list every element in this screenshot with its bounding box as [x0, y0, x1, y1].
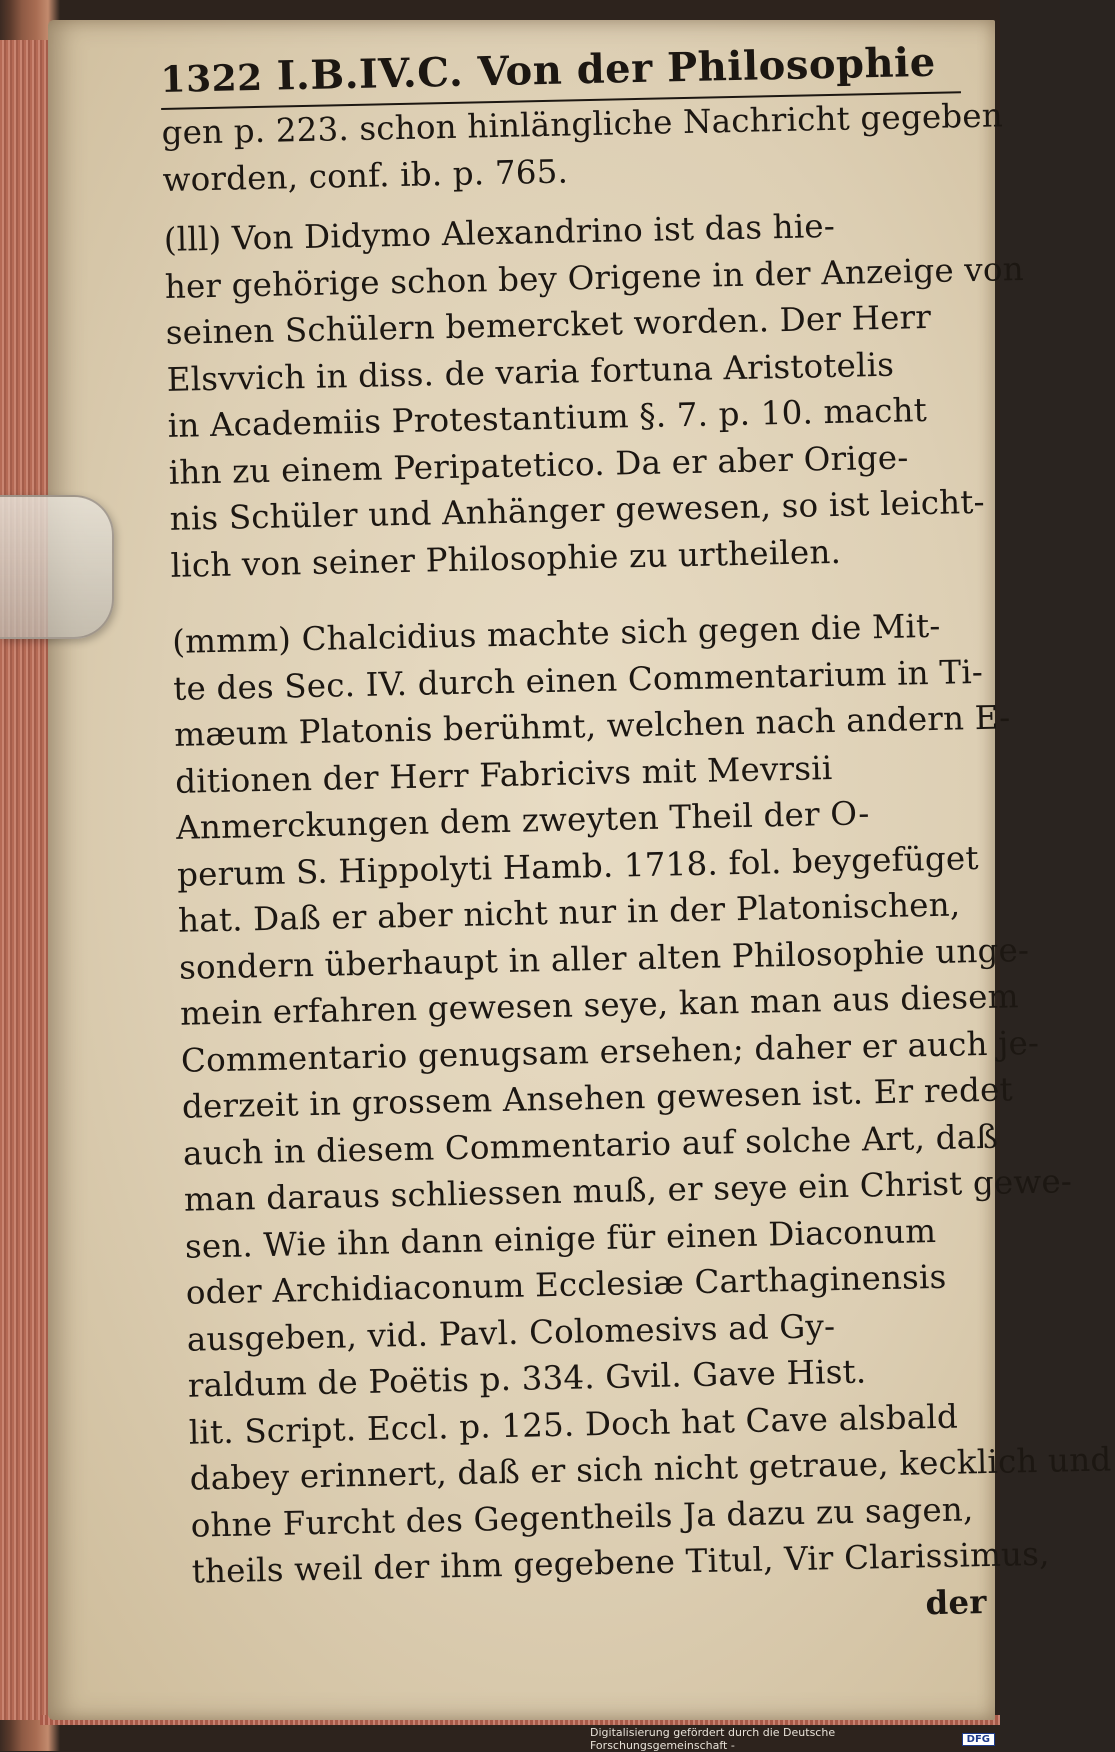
- text-line: worden, conf. ib. p. 765.: [162, 151, 569, 199]
- digitization-footer: [590, 1726, 995, 1752]
- text-line: gen p. 223. schon hinlängliche Nachricht gegeben: [161, 96, 1004, 152]
- text-line: Commentario genugsam ersehen; daher er auch je-: [180, 1023, 1040, 1080]
- text-line: nis Schüler und Anhänger gewesen, so ist leicht-: [169, 482, 986, 538]
- page-number: 1322: [160, 56, 264, 101]
- text-line: derzeit in grossem Ansehen gewesen ist. Er redet: [181, 1070, 1014, 1126]
- text-line: perum S. Hippolyti Hamb. 1718. fol. beygefüget: [176, 838, 979, 894]
- footnote-lll: [163, 200, 1025, 589]
- text-line: mæum Platonis berühmt, welchen nach andern E-: [173, 698, 1011, 754]
- text-line: (mmm) Chalcidius machte sich gegen die Mit-: [171, 606, 941, 661]
- text-line: sondern überhaupt in aller alten Philosophie unge-: [178, 930, 1030, 987]
- text-line: lich von seiner Philosophie zu urtheilen.: [170, 532, 842, 585]
- text-line: oder Archidiaconum Ecclesiæ Carthaginensis: [185, 1257, 947, 1312]
- running-title: I.B.IV.C. Von der Philosophie: [276, 38, 937, 100]
- text-line: raldum de Poëtis p. 334. Gvil. Gave Hist.: [187, 1352, 867, 1405]
- footnote-mmm: [171, 602, 1112, 1595]
- text-line: ditionen der Herr Fabricivs mit Mevrsii: [174, 748, 833, 801]
- text-line: in Academiis Protestantium §. 7. p. 10. macht: [167, 391, 928, 445]
- text-line: (lll) Von Didymo Alexandrino ist das hie-: [163, 206, 836, 259]
- paragraph-continuation: [161, 93, 1004, 203]
- catchword: der: [925, 1581, 987, 1622]
- dfg-logo: DFG: [962, 1733, 995, 1746]
- page-text: [160, 38, 1112, 1641]
- text-line: sen. Wie ihn dann einige für einen Diaconum: [184, 1211, 937, 1266]
- footer-text: Digitalisierung gefördert durch die Deutsche Forschungsgemeinschaft -: [590, 1726, 836, 1752]
- page-clip: [0, 495, 114, 639]
- text-line: seinen Schülern bemercket worden. Der Herr: [165, 297, 932, 352]
- text-line: ihn zu einem Peripatetico. Da er aber Orige-: [168, 437, 909, 492]
- text-line: man daraus schliessen muß, er seye ein Christ gewe-: [183, 1162, 1073, 1219]
- text-line: auch in diesem Commentario auf solche Art, daß: [182, 1117, 999, 1173]
- text-line: hat. Daß er aber nicht nur in der Platonischen,: [177, 885, 961, 940]
- text-line: ausgeben, vid. Pavl. Colomesivs ad Gy-: [186, 1306, 836, 1359]
- text-line: te des Sec. IV. durch einen Commentarium in Ti-: [172, 652, 984, 708]
- text-line: ohne Furcht des Gegentheils Ja dazu zu sagen,: [190, 1489, 974, 1545]
- text-line: mein erfahren gewesen seye, kan man aus diesem: [179, 977, 1020, 1033]
- text-line: Elsvvich in diss. de varia fortuna Aristotelis: [166, 345, 895, 399]
- text-line: Anmerckungen dem zweyten Theil der O-: [175, 794, 870, 847]
- text-line: lit. Script. Eccl. p. 125. Doch hat Cave alsbald: [188, 1397, 959, 1452]
- text-line: dabey erinnert, daß er sich nicht getraue, kecklich und: [189, 1440, 1112, 1498]
- text-line: her gehörige schon bey Origene in der Anzeige von: [164, 249, 1025, 306]
- text-line: theils weil der ihm gegebene Titul, Vir Clarissimus,: [191, 1534, 1050, 1591]
